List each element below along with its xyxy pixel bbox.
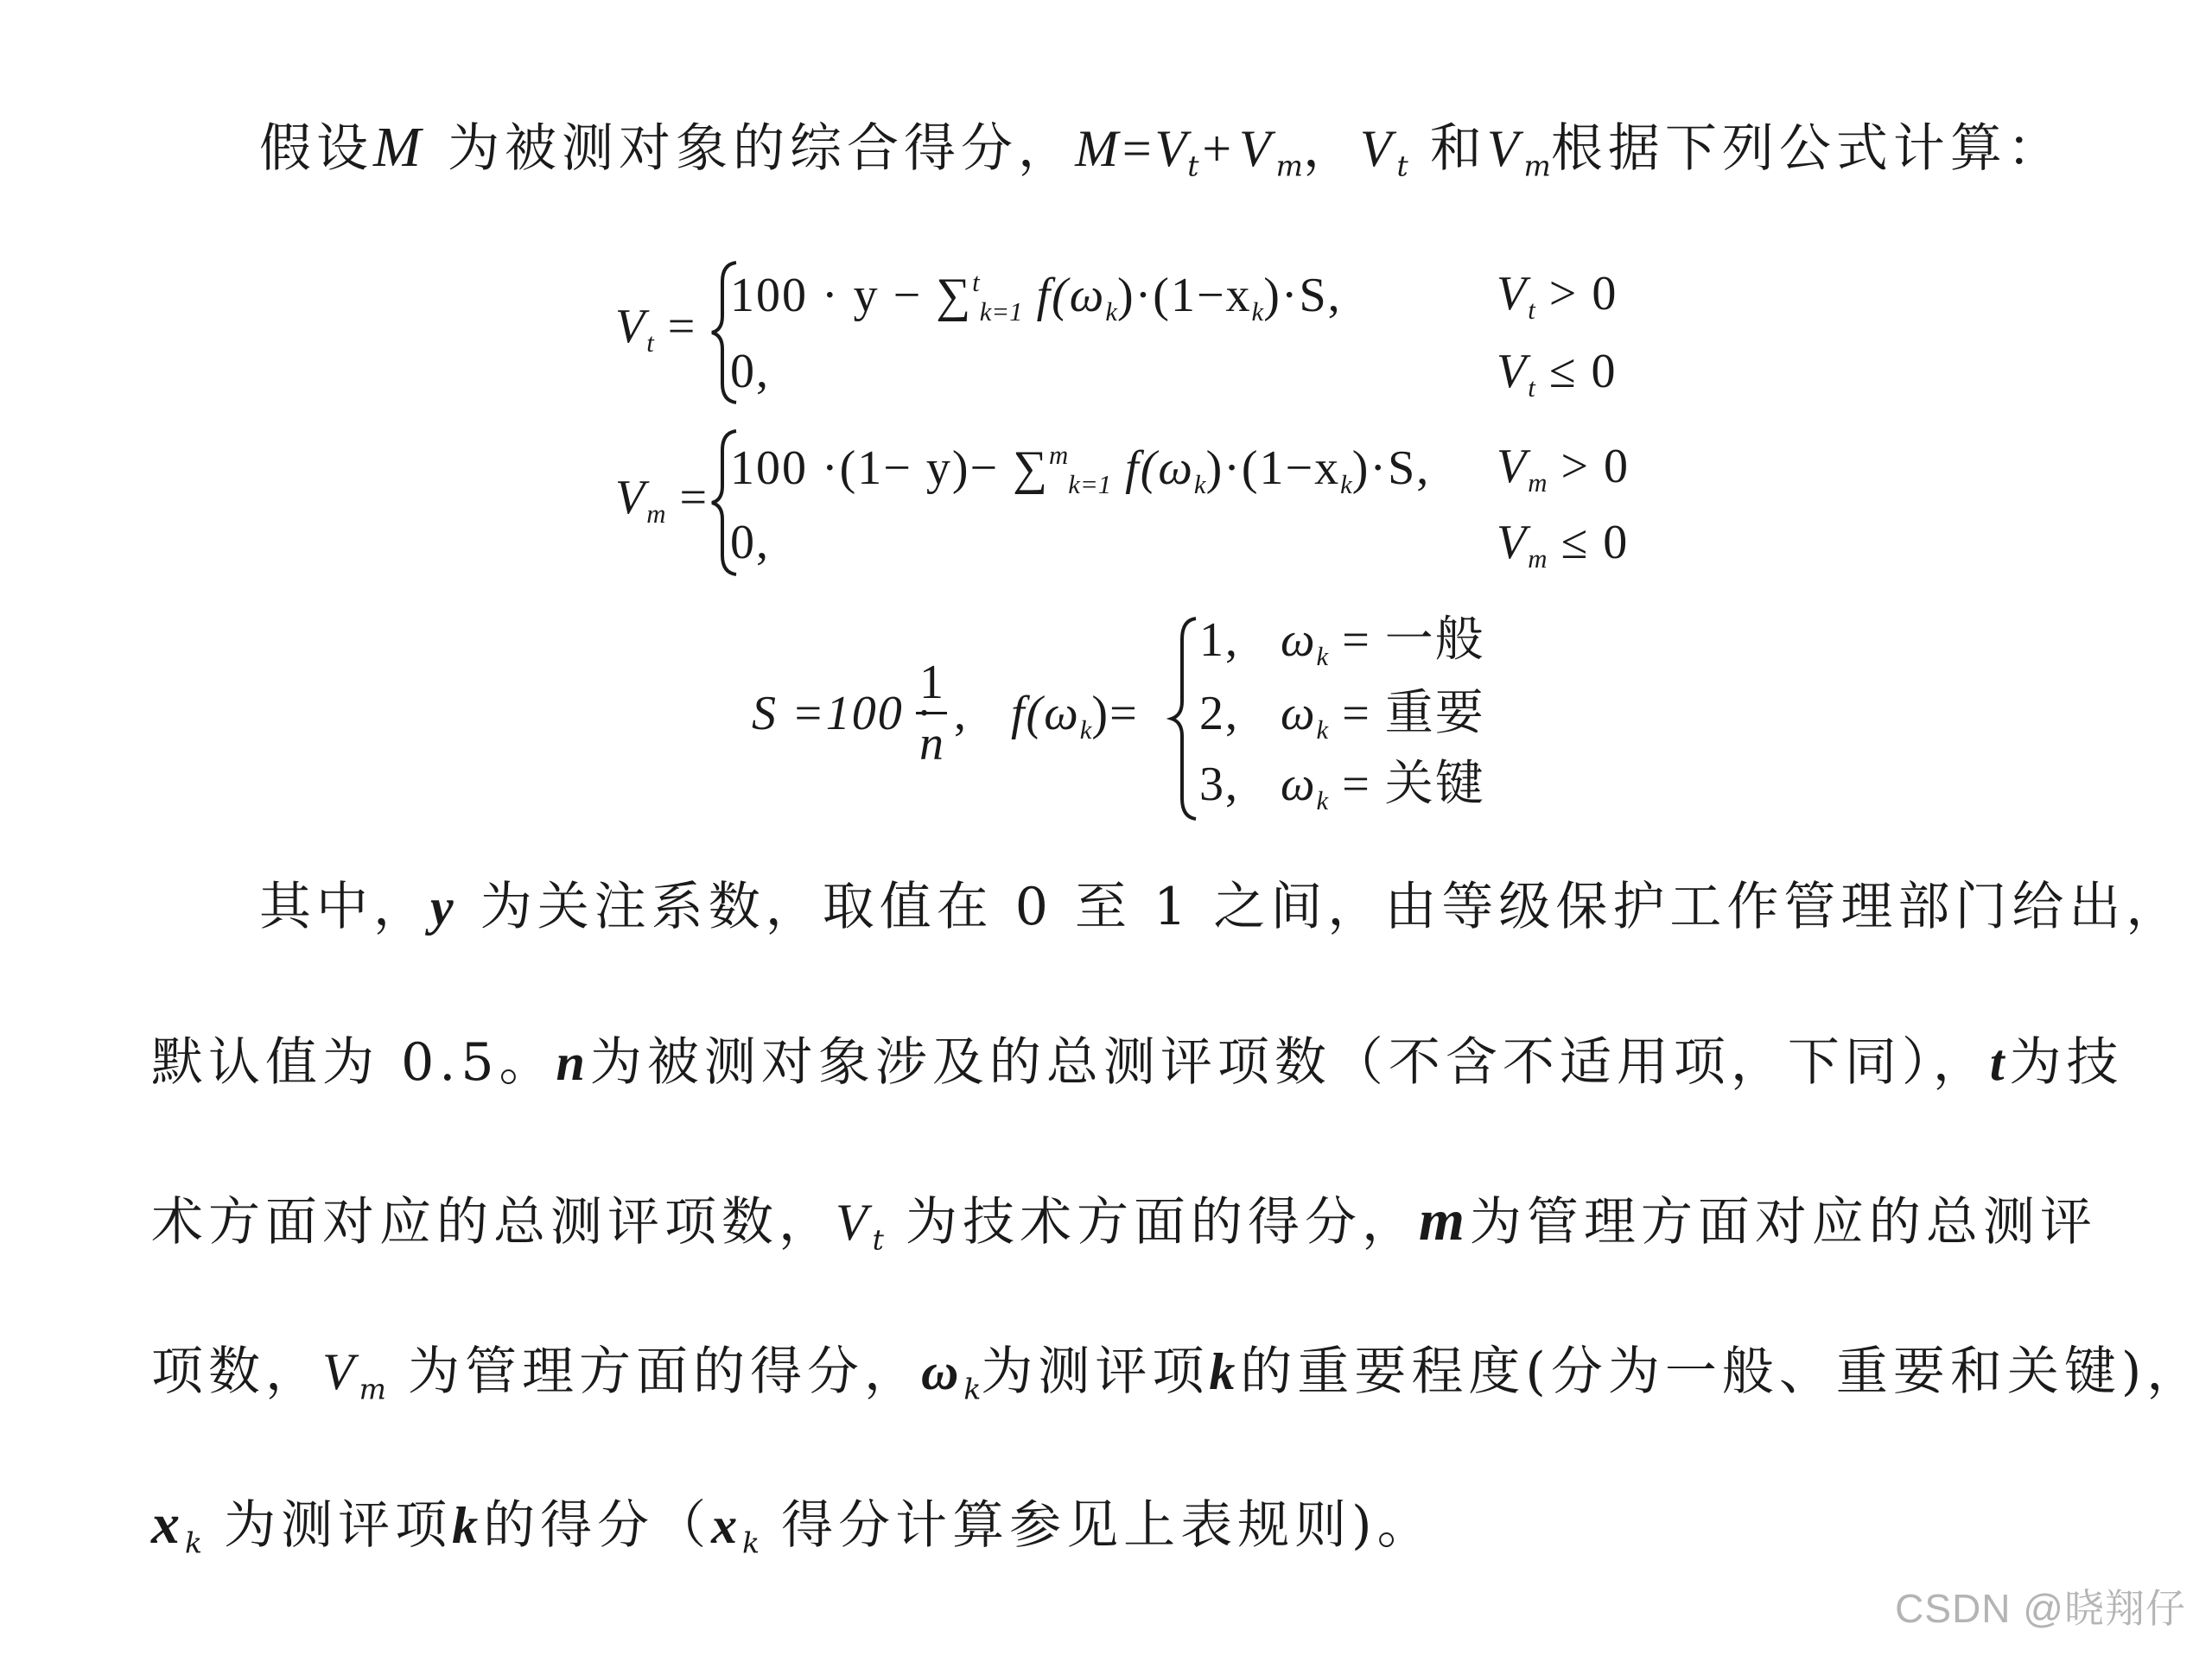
- s-lhs: S =100 ·: [752, 687, 931, 740]
- sub-k: k: [1251, 296, 1264, 327]
- sub-k: k: [1079, 714, 1092, 745]
- sum-upper: m: [1049, 441, 1069, 470]
- sub-t: t: [1528, 295, 1535, 325]
- formula-plus: +V: [1198, 120, 1276, 177]
- var-k: k: [1209, 1343, 1241, 1400]
- condition: > 0: [1560, 440, 1630, 493]
- omega: ω: [1281, 613, 1317, 667]
- para-line-5: [151, 1493, 1434, 1560]
- equals-sign: =: [679, 471, 709, 524]
- intro-text: 和: [1429, 118, 1487, 179]
- condition: ≤ 0: [1548, 345, 1618, 398]
- vm-cond-2: [1497, 518, 1629, 573]
- para-text: 为管理方面的得分，: [408, 1342, 922, 1402]
- var-y: y: [430, 879, 459, 936]
- sum-lower: k=1: [979, 296, 1023, 327]
- s-comma: ,: [954, 687, 968, 740]
- condition: > 0: [1548, 267, 1618, 320]
- para-text: 为技术方面的得分，: [906, 1192, 1419, 1253]
- sub-t: t: [1528, 372, 1535, 403]
- var-k: k: [452, 1497, 484, 1554]
- var-V: V: [1497, 345, 1529, 398]
- var-V: V: [615, 300, 647, 353]
- var-V: V: [1497, 516, 1529, 569]
- sub-m: m: [1528, 543, 1548, 574]
- csdn-watermark: CSDN @晓翔仔: [1895, 1586, 2186, 1631]
- para-text: 为技: [2009, 1032, 2124, 1093]
- vt-cond-1: [1497, 267, 1618, 325]
- para-text: 为被测对象涉及的总测评项数（不含不适用项，下同），: [589, 1032, 1990, 1093]
- sub-k: k: [1193, 469, 1206, 499]
- f-case-1: [1199, 613, 1485, 671]
- var-n: n: [556, 1034, 590, 1091]
- para-line-3: [151, 1187, 2097, 1257]
- para-text: 为测评项: [981, 1342, 1210, 1402]
- vt-case1-text: 100 · y − ∑: [730, 269, 973, 323]
- para-text: 术方面对应的总测评项数，: [151, 1192, 836, 1253]
- sub-k: k: [1316, 785, 1329, 815]
- para-text: 得分计算参见上表规则)。: [781, 1495, 1434, 1556]
- f-case-level: = 一般: [1342, 613, 1485, 667]
- left-brace-f: [1166, 615, 1201, 822]
- vm-case-2: 0,: [730, 516, 770, 569]
- var-M: M: [373, 116, 426, 179]
- intro-text: 为被测对象的综合得分，: [448, 118, 1076, 179]
- sum-lower: k=1: [1068, 469, 1112, 499]
- vm-case1-text: f(ω: [1111, 441, 1194, 496]
- vm-case1-text: )·S,: [1351, 441, 1431, 496]
- sub-t: t: [1187, 149, 1199, 183]
- f-case-value: 2,: [1199, 687, 1239, 740]
- vt-lhs: [615, 302, 696, 357]
- para-text: 的重要程度(分为一般、重要和关键)，: [1240, 1342, 2204, 1402]
- para-text: 为测评项: [224, 1495, 453, 1556]
- omega: ω: [1281, 687, 1317, 740]
- fraction-1-over-n: [916, 656, 947, 771]
- var-V: V: [1497, 267, 1529, 320]
- intro-text: 根据下列公式计算：: [1550, 118, 2064, 179]
- var-V: V: [1359, 120, 1397, 177]
- var-omega: ω: [921, 1343, 964, 1400]
- var-V: V: [1497, 440, 1529, 493]
- sub-m: m: [1528, 467, 1548, 498]
- vt-cond-2: [1497, 347, 1618, 402]
- s-formula: [752, 689, 931, 738]
- f-case-value: 1,: [1199, 613, 1239, 667]
- sub-t: t: [646, 327, 654, 358]
- sum-upper: t: [972, 268, 980, 297]
- f-lhs-text: f(ω: [1011, 687, 1080, 740]
- para-line-1: [259, 877, 2183, 937]
- para-text: 为关注系数，取值在 0 至 1 之间，由等级保护工作管理部门给出，: [480, 877, 2183, 937]
- sub-k: k: [1340, 469, 1352, 499]
- sub-k: k: [1316, 714, 1329, 745]
- sub-m: m: [646, 498, 666, 529]
- sub-k: k: [185, 1526, 202, 1560]
- vt-case-1: [730, 270, 1342, 326]
- intro-line: [259, 116, 2064, 183]
- sub-k: k: [1105, 296, 1117, 327]
- vm-lhs: [615, 473, 709, 528]
- sub-k: k: [742, 1526, 760, 1560]
- var-V: V: [836, 1194, 873, 1251]
- f-case-3: [1199, 760, 1485, 815]
- intro-text: ，: [1302, 118, 1360, 179]
- vm-case1-text: )·(1−x: [1205, 441, 1341, 496]
- vt-case-2: 0,: [730, 345, 770, 398]
- vt-case1-text: )·S,: [1263, 269, 1342, 323]
- sub-m: m: [1275, 149, 1303, 183]
- f-case-level: = 重要: [1342, 687, 1485, 740]
- sub-t: t: [872, 1222, 884, 1257]
- numerator: 1: [919, 656, 944, 709]
- sub-t: t: [1396, 149, 1408, 183]
- var-x: x: [711, 1497, 743, 1554]
- var-m: m: [1419, 1187, 1470, 1253]
- sub-k: k: [963, 1372, 982, 1406]
- var-x: x: [151, 1493, 185, 1556]
- condition: ≤ 0: [1560, 516, 1630, 569]
- equals-sign: =: [667, 300, 697, 353]
- sub-m: m: [359, 1372, 386, 1406]
- f-lhs-text: )=: [1091, 687, 1139, 740]
- var-V: V: [615, 471, 647, 524]
- omega: ω: [1281, 758, 1317, 811]
- var-V: V: [322, 1343, 359, 1400]
- formula-M: M=V: [1075, 120, 1188, 177]
- var-V: V: [1486, 120, 1524, 177]
- fraction-bar: [916, 712, 947, 714]
- para-text: 项数，: [151, 1342, 322, 1402]
- f-case-value: 3,: [1199, 758, 1239, 811]
- f-case-2: [1199, 689, 1485, 744]
- para-text: 的得分（: [483, 1495, 712, 1556]
- para-text: 默认值为 0.5。: [151, 1032, 556, 1093]
- para-line-4: [151, 1342, 2204, 1406]
- sub-m: m: [1523, 149, 1551, 183]
- para-line-2: [151, 1032, 2124, 1093]
- denominator: n: [919, 717, 944, 771]
- vm-case1-text: 100 ·(1− y)− ∑: [730, 441, 1050, 496]
- vm-case-1: [730, 442, 1430, 498]
- f-case-level: = 关键: [1342, 758, 1485, 811]
- vm-cond-1: [1497, 442, 1630, 497]
- intro-text: 假设: [259, 118, 373, 179]
- f-lhs: [1011, 689, 1139, 744]
- sub-k: k: [1316, 641, 1329, 671]
- vt-case1-text: )·(1−x: [1117, 269, 1252, 323]
- para-text: 其中，: [259, 877, 430, 937]
- var-t: t: [1989, 1034, 2010, 1091]
- vt-case1-text: f(ω: [1022, 269, 1106, 323]
- para-text: 为管理方面对应的总测评: [1469, 1192, 2097, 1253]
